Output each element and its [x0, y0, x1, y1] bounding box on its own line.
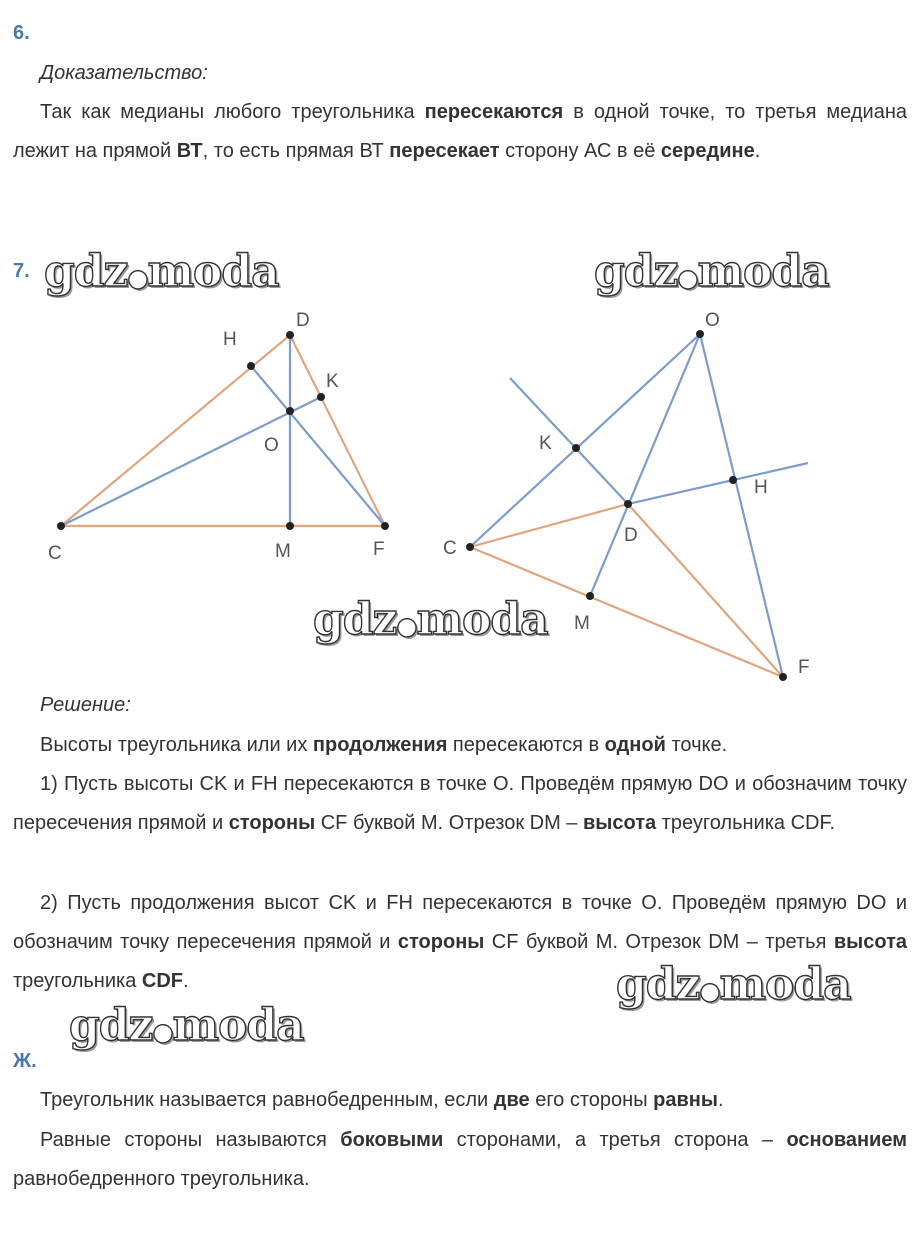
- watermark: gdz●moda: [616, 959, 851, 1010]
- label-c: C: [443, 538, 457, 559]
- watermark: gdz●moda: [69, 1000, 304, 1051]
- label-h: H: [223, 329, 237, 350]
- watermark: gdz●moda: [44, 246, 279, 297]
- task-number-6: 6.: [13, 22, 30, 44]
- label-o: O: [705, 310, 720, 331]
- label-m: M: [574, 613, 590, 634]
- definition-paragraph-2: Равные стороны называются боковыми сторонами, а третья сторона – основанием равнобедренного треугольника.: [13, 1129, 908, 1190]
- point-d: [624, 500, 632, 508]
- label-k: K: [539, 433, 552, 454]
- label-o: O: [264, 435, 279, 456]
- line-kd-extended: [510, 378, 628, 504]
- point-f: [779, 673, 787, 681]
- side-df: [628, 504, 783, 677]
- label-d: D: [296, 310, 310, 331]
- watermark: gdz●moda: [313, 594, 548, 645]
- proof-paragraph: Так как медианы любого треугольника пересекаются в одной точке, то третья медиана лежит на прямой ВТ, то есть прямая ВТ пересекает сторону АС в её середине.: [13, 101, 907, 162]
- point-o: [286, 407, 294, 415]
- point-h: [729, 476, 737, 484]
- task-number-7: 7.: [13, 260, 30, 282]
- point-c: [466, 543, 474, 551]
- label-h: H: [754, 477, 768, 498]
- point-d: [286, 331, 294, 339]
- label-m: M: [275, 541, 291, 562]
- point-m: [586, 592, 594, 600]
- definition-paragraph-1: Треугольник называется равнобедренным, если две его стороны равны.: [40, 1089, 724, 1111]
- figure-acute-triangle: [0, 0, 460, 600]
- line-om: [590, 334, 700, 596]
- label-k: K: [326, 371, 339, 392]
- label-d: D: [624, 525, 638, 546]
- label-f: F: [798, 657, 810, 678]
- proof-label: Доказательство:: [40, 62, 208, 84]
- solution-paragraph-1: Высоты треугольника или их продолжения пересекаются в одной точке.: [40, 734, 728, 756]
- point-k: [317, 393, 325, 401]
- label-c: C: [48, 543, 62, 564]
- task-number-zh: Ж.: [13, 1050, 37, 1072]
- point-m: [286, 522, 294, 530]
- point-k: [572, 444, 580, 452]
- point-f: [381, 522, 389, 530]
- line-dh-extended: [628, 463, 808, 504]
- point-o: [696, 330, 704, 338]
- point-c: [57, 522, 65, 530]
- solution-paragraph-3: 2) Пусть продолжения высот CK и FH пересекаются в точке O. Проведём прямую DO и обозначим точку пересечения прямой и стороны CF буквой M. Отрезок DM – третья высота треугольника CDF.: [13, 892, 907, 992]
- label-f: F: [373, 539, 385, 560]
- solution-paragraph-2: 1) Пусть высоты CK и FH пересекаются в точке O. Проведём прямую DO и обозначим точку пересечения прямой и стороны CF буквой M. Отрезок DM – высота треугольника CDF.: [13, 773, 907, 834]
- solution-label: Решение:: [40, 694, 131, 716]
- watermark: gdz●moda: [594, 246, 829, 297]
- point-h: [247, 362, 255, 370]
- line-of: [700, 334, 783, 677]
